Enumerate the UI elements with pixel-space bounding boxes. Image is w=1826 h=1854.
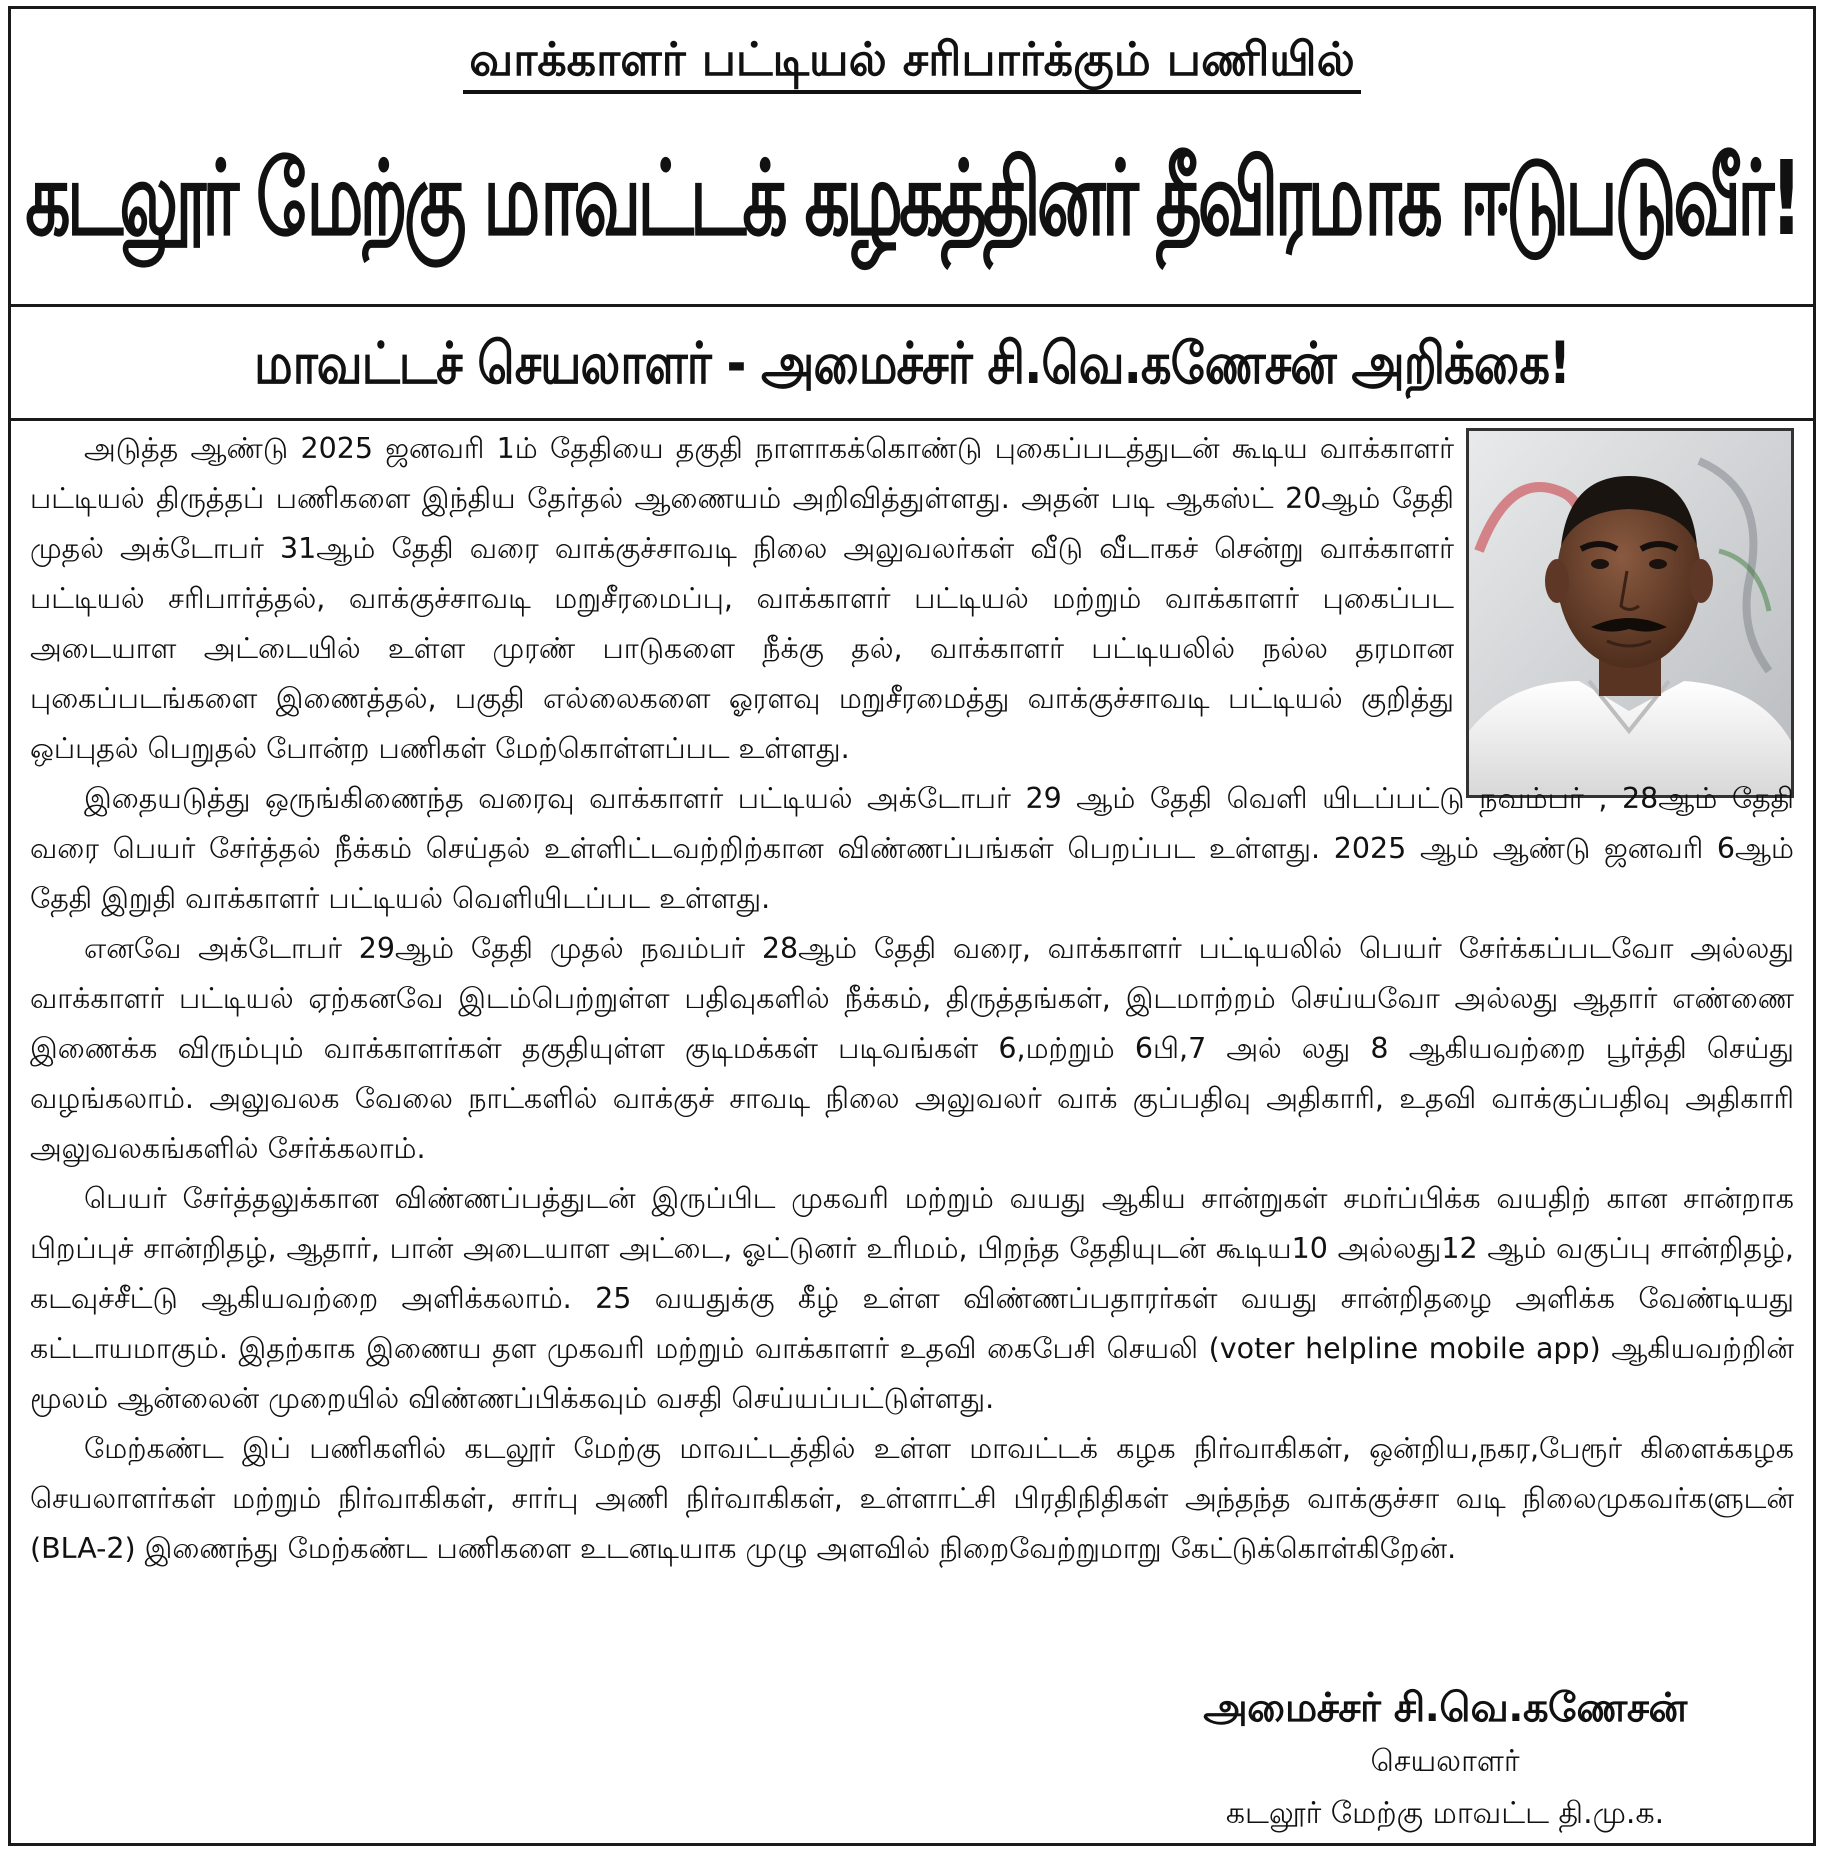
paragraph-2: இதையடுத்து ஒருங்கிணைந்த வரைவு வாக்காளர் பட்டியல் அக்டோபர் 29 ஆம் தேதி வெளி யிடப்பட்டு நவம்பர் , 28ஆம் தேதி வரை பெயர் சேர்த்தல் நீக்கம் செய்தல் உள்ளிட்டவற்றிற்கான விண்ணப்பங்கள் பெறப்பட உள்ளது. 2025 ஆம் ஆண்டு ஜனவரி 6ஆம் தேதி இறுதி வாக்காளர் பட்டியல் வெளியிடப்பட உள்ளது. xyxy=(30,782,1794,915)
signatory-organization: கடலூர் மேற்கு மாவட்ட தி.மு.க. xyxy=(1225,1796,1665,1831)
kicker-text: வாக்காளர் பட்டியல் சரிபார்க்கும் பணியில் xyxy=(463,32,1361,94)
paragraph-5: மேற்கண்ட இப் பணிகளில் கடலூர் மேற்கு மாவட்டத்தில் உள்ள மாவட்டக் கழக நிர்வாகிகள், ஒன்றிய,நகர,பேரூர் கிளைக்கழக செயலாளர்கள் மற்றும் நிர்வாகிகள், சார்பு அணி நிர்வாகிகள், உள்ளாட்சி பிரதிநிதிகள் அந்தந்த வாக்குச்சா வடி நிலைமுகவர்களுடன் (BLA-2) இணைந்து மேற்கண்ட பணிகளை உடனடியாக முழு அளவில் நிறைவேற்றுமாறு கேட்டுக்கொள்கிறேன். xyxy=(30,1432,1794,1565)
subheader-block xyxy=(11,307,1813,421)
headline: கடலூர் மேற்கு மாவட்டக் கழகத்தினர் தீவிரமாக ஈடுபடுவீர்! xyxy=(25,138,1799,259)
header-block xyxy=(11,9,1813,307)
paragraph-4: பெயர் சேர்த்தலுக்கான விண்ணப்பத்துடன் இருப்பிட முகவரி மற்றும் வயது ஆகிய சான்றுகள் சமர்ப்பிக்க வயதிற் கான சான்றாக பிறப்புச் சான்றிதழ், ஆதார், பான் அடையாள அட்டை, ஓட்டுனர் உரிமம், பிறந்த தேதியுடன் கூடிய10 அல்லது12 ஆம் வகுப்பு சான்றிதழ், கடவுச்சீட்டு ஆகியவற்றை அளிக்கலாம். 25 வயதுக்கு கீழ் உள்ள விண்ணப்பதாரர்கள் வயது சான்றிதழை அளிக்க வேண்டியது கட்டாயமாகும். இதற்காக இணைய தள முகவரி மற்றும் வாக்காளர் உதவி கைபேசி செயலி (voter helpline mobile app) ஆகியவற்றின் மூலம் ஆன்லைன் முறையில் விண்ணப்பிக்கவும் வசதி செய்யப்பட்டுள்ளது. xyxy=(30,1182,1794,1415)
subheader: மாவட்டச் செயலாளர் - அமைச்சர் சி.வெ.கணேசன் அறிக்கை! xyxy=(254,330,1570,398)
signatory-name: அமைச்சர் சி.வெ.கணேசன் xyxy=(1203,1685,1687,1731)
paragraph-1: அடுத்த ஆண்டு 2025 ஜனவரி 1ம் தேதியை தகுதி நாளாகக்கொண்டு புகைப்படத்துடன் கூடிய வாக்காளர் பட்டியல் திருத்தப் பணிகளை இந்திய தேர்தல் ஆணையம் அறிவித்துள்ளது. அதன் படி ஆகஸ்ட் 20ஆம் தேதி முதல் அக்டோபர் 31ஆம் தேதி வரை வாக்குச்சாவடி நிலை அலுவலர்கள் வீடு வீடாகச் சென்று வாக்காளர் பட்டியல் சரிபார்த்தல், வாக்குச்சாவடி மறுசீரமைப்பு, வாக்காளர் பட்டியல் மற்றும் வாக்காளர் புகைப்பட அடையாள அட்டையில் உள்ள முரண் பாடுகளை நீக்கு தல், வாக்காளர் பட்டியலில் நல்ல தரமான புகைப்படங்களை இணைத்தல், பகுதி எல்லைகளை ஓரளவு மறுசீரமைத்து வாக்குச்சாவடி பட்டியல் குறித்து ஒப்புதல் பெறுதல் போன்ற பணிகள் மேற்கொள்ளப்பட உள்ளது. xyxy=(30,432,1454,765)
kicker-line xyxy=(11,31,1813,87)
paragraph-3: எனவே அக்டோபர் 29ஆம் தேதி முதல் நவம்பர் 28ஆம் தேதி வரை, வாக்காளர் பட்டியலில் பெயர் சேர்க்கப்படவோ அல்லது வாக்காளர் பட்டியல் ஏற்கனவே இடம்பெற்றுள்ள பதிவுகளில் நீக்கம், திருத்தங்கள், இடமாற்றம் செய்யவோ அல்லது ஆதார் எண்ணை இணைக்க விரும்பும் வாக்காளர்கள் தகுதியுள்ள குடிமக்கள் படிவங்கள் 6,மற்றும் 6பி,7 அல் லது 8 ஆகியவற்றை பூர்த்தி செய்து வழங்கலாம். அலுவலக வேலை நாட்களில் வாக்குச் சாவடி நிலை அலுவலர் வாக் குப்பதிவு அதிகாரி, உதவி வாக்குப்பதிவு அதிகாரி அலுவலகங்களில் சேர்க்கலாம். xyxy=(30,932,1794,1165)
signature-block xyxy=(1120,1680,1770,1840)
article-body xyxy=(30,424,1794,1574)
signatory-role: செயலாளர் xyxy=(1370,1744,1520,1779)
